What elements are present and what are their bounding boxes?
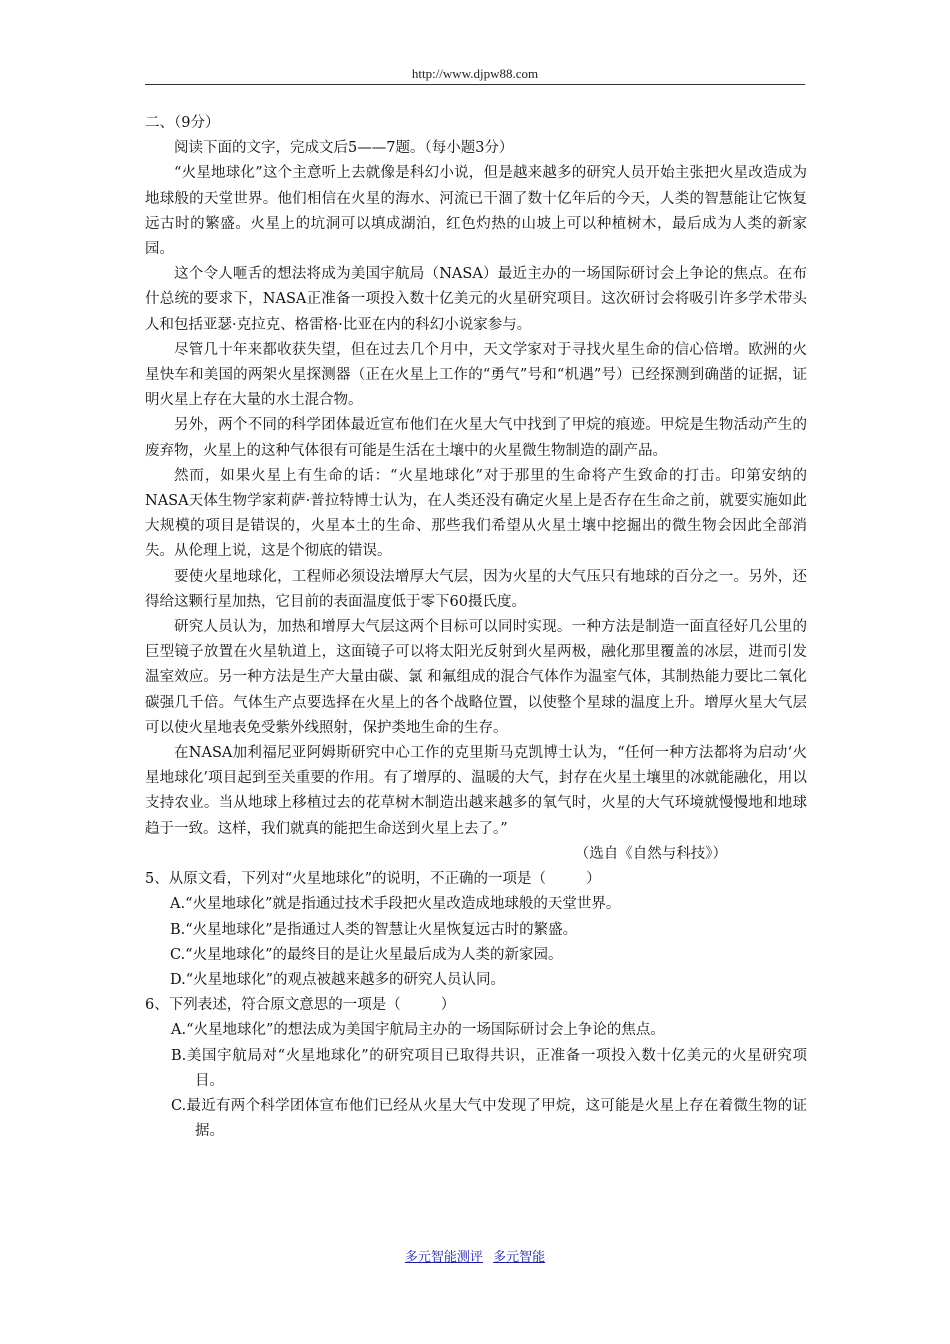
section-instruction: 阅读下面的文字，完成文后5——7题。（每小题3分） [174, 140, 514, 157]
header-url: http://www.djpw88.com [411, 66, 539, 81]
passage-paragraph: 另外，两个不同的科学团体最近宣布他们在火星大气中找到了甲烷的痕迹。甲烷是生物活动产生的废弃物，火星上的这种气体很有可能是生活在土壤中的火星微生物制造的副产品。 [145, 417, 807, 459]
question-6-option-b: B.美国宇航局对“火星地球化”的研究项目已取得共识，正准备一项投入数十亿美元的火星研究项目。 [171, 1047, 807, 1089]
footer-link-home[interactable]: 多元智能 [493, 1250, 546, 1265]
question-stem-close: ） [440, 997, 456, 1014]
passage-paragraph: “火星地球化”这个主意听上去就像是科幻小说，但是越来越多的研究人员开始主张把火星改造成为地球般的天堂世界。他们相信在火星的海水、河流已干涸了数十亿年后的今天，人类的智慧能让它恢复远古时的繁盛。火星上的坑洞可以填成湖泊，红色灼热的山坡上可以种植树木，最后成为人类的新家园。 [145, 165, 807, 258]
question-stem-text: 5、从原文看，下列对“火星地球化”的说明，不正确的一项是（ [145, 871, 547, 888]
footer-link-assessment[interactable]: 多元智能测评 [404, 1250, 483, 1265]
question-6-stem [145, 993, 807, 1018]
question-stem-text: 6、下列表述，符合原文意思的一项是（ [145, 997, 401, 1014]
section-title: 二、（9分） [145, 115, 220, 131]
question-5-option-b: B.“火星地球化”是指通过人类的智慧让火星恢复远古时的繁盛。 [170, 921, 578, 938]
question-5-option-d: D.“火星地球化”的观点被越来越多的研究人员认同。 [170, 971, 506, 988]
question-5-option-a: A.“火星地球化”就是指通过技术手段把火星改造成地球般的天堂世界。 [170, 896, 621, 913]
question-6-option-c: C.最近有两个科学团体宣布他们已经从火星大气中发现了甲烷，这可能是火星上存在着微生物的证据。 [171, 1097, 807, 1140]
passage-paragraph: 要使火星地球化，工程师必须设法增厚大气层，因为火星的大气压只有地球的百分之一。另外，还得给这颗行星加热，它目前的表面温度低于零下60摄氏度。 [145, 568, 807, 610]
passage-paragraph: 研究人员认为，加热和增厚大气层这两个目标可以同时实现。一种方法是制造一面直径好几公里的巨型镜子放置在火星轨道上，这面镜子可以将太阳光反射到火星两极，融化那里覆盖的冰层，进而引发温室效应。另一种方法是生产大量由碳、氯 和氟组成的混合气体作为温室气体，其制热能力要比二氧化碳强几千倍。气体生产点要选择在火星上的各个战略位置，以使整个星球的温度上升。增厚火星大气层可以使火星地表免受紫外线照射，保护类地生命的生存。 [145, 619, 807, 736]
passage-paragraph: 在NASA加利福尼亚阿姆斯研究中心工作的克里斯马克凯博士认为，“任何一种方法都将为启动‘火星地球化’项目起到至关重要的作用。有了增厚的、温暖的大气，封存在火星土壤里的冰就能融化，用以支持农业。当从地球上移植过去的花草树木制造出越来越多的氧气时，火星的大气环境就慢慢地和地球趋于一致。这样，我们就真的能把生命送到火星上去了。” [145, 745, 807, 837]
document-body [145, 111, 807, 1144]
passage-paragraph: 这个令人咂舌的想法将成为美国宇航局（NASA）最近主办的一场国际研讨会上争论的焦点。在布什总统的要求下，NASA正准备一项投入数十亿美元的火星研究项目。这次研讨会将吸引许多学术带头人和包括亚瑟·克拉克、格雷格·比亚在内的科幻小说家参与。 [145, 266, 807, 333]
question-5-stem [145, 867, 807, 892]
passage-source: （选自《自然与科技》） [574, 845, 727, 862]
passage-paragraph: 尽管几十年来都收获失望，但在过去几个月中，天文学家对于寻找火星生命的信心倍增。欧洲的火星快车和美国的两架火星探测器（正在火星上工作的“勇气”号和“机遇”号）已经探测到确凿的证据，证明火星上存在大量的水土混合物。 [145, 341, 807, 409]
question-5-option-c: C.“火星地球化”的最终目的是让火星最后成为人类的新家园。 [170, 946, 563, 963]
question-stem-close: ） [586, 871, 601, 888]
question-6-option-a: A.“火星地球化”的想法成为美国宇航局主办的一场国际研讨会上争论的焦点。 [171, 1022, 665, 1039]
header-divider [145, 84, 805, 85]
passage-paragraph: 然而，如果火星上有生命的话：“火星地球化”对于那里的生命将产生致命的打击。印第安纳的NASA天体生物学家莉萨·普拉特博士认为，在人类还没有确定火星上是否存在生命之前，就要实施如此大规模的项目是错误的，火星本土的生命、那些我们希望从火星土壤中挖掘出的微生物会因此全部消失。从伦理上说，这是个彻底的错误。 [145, 467, 807, 560]
footer-links [0, 1246, 950, 1265]
